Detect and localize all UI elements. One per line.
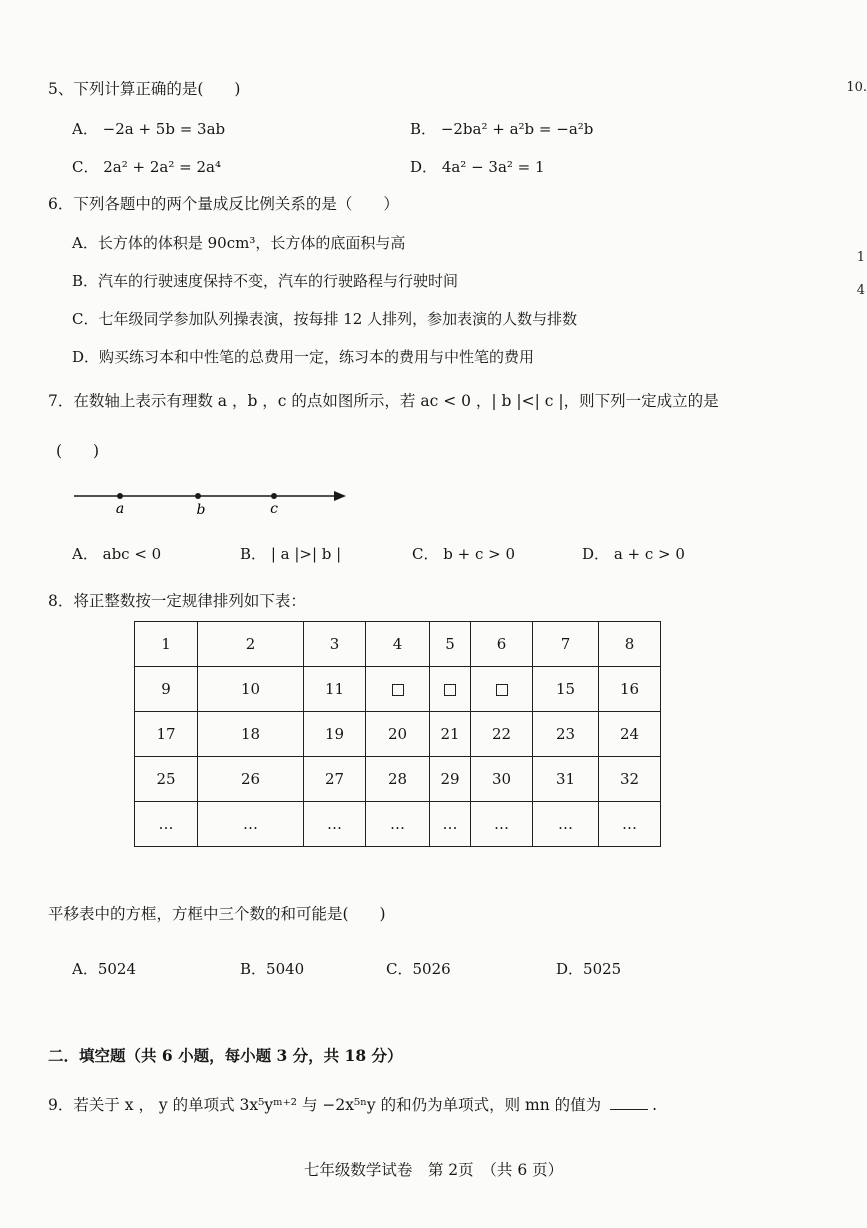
table-cell: 28 bbox=[366, 757, 430, 802]
q8-question: 平移表中的方框，方框中三个数的和可能是( ) bbox=[48, 905, 386, 923]
table-cell: 17 bbox=[135, 712, 198, 757]
q5-option-a-expr: −2a + 5b = 3ab bbox=[102, 120, 226, 138]
q5-option-a: A． −2a + 5b = 3ab bbox=[72, 120, 226, 138]
table-cell: … bbox=[430, 802, 471, 847]
q8-option-b: B．5040 bbox=[240, 960, 305, 978]
q7-option-a-expr: abc < 0 bbox=[102, 545, 162, 563]
number-line-arrow bbox=[334, 491, 346, 501]
table-cell: … bbox=[135, 802, 198, 847]
table-cell: 1 bbox=[135, 622, 198, 667]
table-cell bbox=[430, 667, 471, 712]
table-cell: 30 bbox=[471, 757, 533, 802]
table-cell: 3 bbox=[304, 622, 366, 667]
table-row bbox=[135, 802, 661, 847]
q6-option-a: A．长方体的体积是 90cm³，长方体的底面积与高 bbox=[72, 234, 406, 252]
q9-stem: 9．若关于 x ， y 的单项式 3x⁵yᵐ⁺² 与 −2x⁵ⁿy 的和仍为单项式，则 mn 的值为 . bbox=[48, 1096, 658, 1114]
q7-option-a: A． abc < 0 bbox=[72, 545, 162, 563]
table-cell: 26 bbox=[198, 757, 304, 802]
table-cell: 6 bbox=[471, 622, 533, 667]
edge-mark-mid-1: 1 bbox=[856, 250, 865, 265]
table-cell: 19 bbox=[304, 712, 366, 757]
point-a bbox=[117, 493, 123, 499]
page-footer: 七年级数学试卷 第 2页 （共 6 页） bbox=[303, 1161, 564, 1179]
number-line bbox=[74, 478, 364, 518]
table-cell: 24 bbox=[599, 712, 661, 757]
empty-box-icon bbox=[444, 684, 456, 696]
table-cell: 23 bbox=[533, 712, 599, 757]
table-row bbox=[135, 667, 661, 712]
q7-paren: ( ) bbox=[56, 442, 100, 460]
empty-box-icon bbox=[496, 684, 508, 696]
q5-option-c-expr: 2a² + 2a² = 2a⁴ bbox=[103, 158, 221, 176]
q5-option-d-expr: 4a² − 3a² = 1 bbox=[441, 158, 545, 176]
q8-stem: 8．将正整数按一定规律排列如下表： bbox=[48, 592, 306, 610]
table-cell bbox=[366, 667, 430, 712]
q6-option-b: B．汽车的行驶速度保持不变，汽车的行驶路程与行驶时间 bbox=[72, 272, 459, 290]
table-cell: 29 bbox=[430, 757, 471, 802]
q8-option-a: A．5024 bbox=[72, 960, 137, 978]
table-row bbox=[135, 757, 661, 802]
empty-box-icon bbox=[392, 684, 404, 696]
table-cell: 31 bbox=[533, 757, 599, 802]
table-cell: 9 bbox=[135, 667, 198, 712]
q9-term-1: 3x⁵yᵐ⁺² bbox=[239, 1096, 297, 1114]
table-cell: 18 bbox=[198, 712, 304, 757]
q5-option-d: D． 4a² − 3a² = 1 bbox=[410, 158, 545, 176]
q6-option-c: C．七年级同学参加队列操表演，按每排 12 人排列，参加表演的人数与排数 bbox=[72, 310, 578, 328]
table-cell: 22 bbox=[471, 712, 533, 757]
table-cell: … bbox=[366, 802, 430, 847]
table-cell: 7 bbox=[533, 622, 599, 667]
q9-term-2: −2x⁵ⁿy bbox=[322, 1096, 376, 1114]
table-cell: 32 bbox=[599, 757, 661, 802]
label-a: a bbox=[115, 501, 125, 517]
table-cell bbox=[471, 667, 533, 712]
table-cell: 15 bbox=[533, 667, 599, 712]
q6-stem: 6．下列各题中的两个量成反比例关系的是（ ） bbox=[48, 195, 399, 213]
table-cell: 25 bbox=[135, 757, 198, 802]
table-cell: … bbox=[599, 802, 661, 847]
table-cell: 5 bbox=[430, 622, 471, 667]
point-c bbox=[271, 493, 277, 499]
q5-option-b-expr: −2ba² + a²b = −a²b bbox=[440, 120, 594, 138]
q7-option-c-expr: b + c > 0 bbox=[443, 545, 516, 563]
table-cell: … bbox=[198, 802, 304, 847]
q7-option-b-expr: | a |>| b | bbox=[270, 545, 342, 563]
table-cell: 4 bbox=[366, 622, 430, 667]
table-cell: … bbox=[533, 802, 599, 847]
q7-option-c: C． b + c > 0 bbox=[412, 545, 516, 563]
q5-option-b: B． −2ba² + a²b = −a²b bbox=[410, 120, 594, 138]
table-cell: … bbox=[304, 802, 366, 847]
table-cell: … bbox=[471, 802, 533, 847]
table-cell: 20 bbox=[366, 712, 430, 757]
q6-option-d: D．购买练习本和中性笔的总费用一定，练习本的费用与中性笔的费用 bbox=[72, 348, 535, 366]
edge-mark-mid-2: 4 bbox=[856, 283, 865, 298]
number-table bbox=[134, 621, 661, 847]
table-cell: 10 bbox=[198, 667, 304, 712]
q7-option-b: B． | a |>| b | bbox=[240, 545, 342, 563]
table-cell: 16 bbox=[599, 667, 661, 712]
edge-mark-top: 10. bbox=[846, 80, 867, 95]
table-row bbox=[135, 622, 661, 667]
table-cell: 27 bbox=[304, 757, 366, 802]
table-cell: 2 bbox=[198, 622, 304, 667]
table-cell: 8 bbox=[599, 622, 661, 667]
q8-option-d: D．5025 bbox=[556, 960, 622, 978]
q7-stem: 7．在数轴上表示有理数 a ，b ，c 的点如图所示，若 ac < 0 ，| b |<| c |，则下列一定成立的是 bbox=[48, 392, 719, 410]
q7-option-d-expr: a + c > 0 bbox=[613, 545, 685, 563]
section-2-title: 二．填空题（共 6 小题，每小题 3 分，共 18 分） bbox=[48, 1046, 403, 1065]
q8-option-c: C．5026 bbox=[386, 960, 451, 978]
q9-answer-blank bbox=[610, 1095, 648, 1110]
q5-stem: 5、下列计算正确的是( ) bbox=[48, 80, 241, 98]
table-cell: 11 bbox=[304, 667, 366, 712]
point-b bbox=[195, 493, 201, 499]
q7-option-d: D． a + c > 0 bbox=[582, 545, 685, 563]
label-c: c bbox=[270, 501, 278, 517]
table-cell: 21 bbox=[430, 712, 471, 757]
table-row bbox=[135, 712, 661, 757]
q5-option-c: C． 2a² + 2a² = 2a⁴ bbox=[72, 158, 221, 176]
label-b: b bbox=[196, 502, 206, 518]
